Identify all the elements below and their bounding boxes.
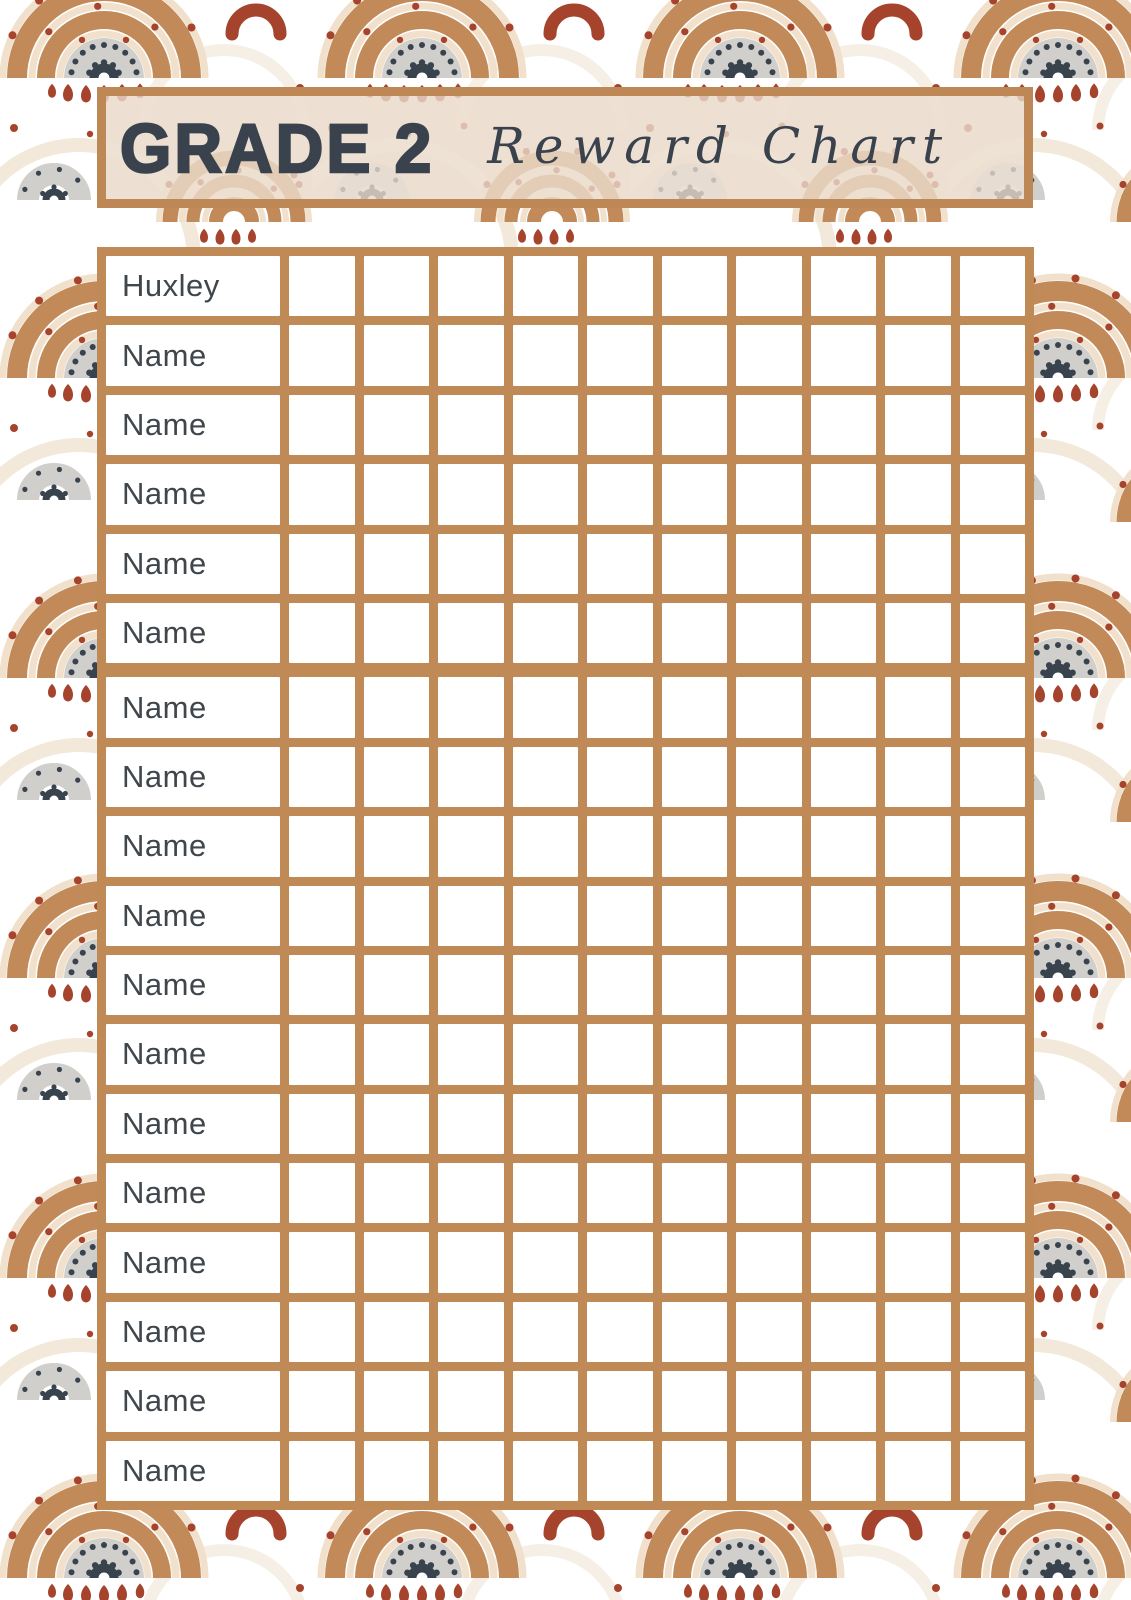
student-name-cell[interactable]: Name bbox=[106, 1024, 280, 1084]
reward-cell[interactable] bbox=[513, 747, 579, 807]
reward-cell[interactable] bbox=[364, 1302, 430, 1362]
reward-cell[interactable] bbox=[736, 325, 802, 385]
reward-cell[interactable] bbox=[513, 395, 579, 455]
reward-cell[interactable] bbox=[513, 256, 579, 316]
reward-cell[interactable] bbox=[289, 325, 355, 385]
reward-cell[interactable] bbox=[662, 603, 728, 663]
reward-cell[interactable] bbox=[662, 395, 728, 455]
reward-cell[interactable] bbox=[960, 256, 1026, 316]
reward-cell[interactable] bbox=[587, 1163, 653, 1223]
reward-cell[interactable] bbox=[885, 1094, 951, 1154]
reward-cell[interactable] bbox=[662, 1302, 728, 1362]
reward-cell[interactable] bbox=[587, 464, 653, 524]
reward-cell[interactable] bbox=[364, 325, 430, 385]
reward-cell[interactable] bbox=[438, 1371, 504, 1431]
reward-cell[interactable] bbox=[438, 1094, 504, 1154]
student-name-cell[interactable]: Name bbox=[106, 603, 280, 663]
reward-cell[interactable] bbox=[289, 1094, 355, 1154]
reward-cell[interactable] bbox=[662, 534, 728, 594]
reward-cell[interactable] bbox=[289, 1371, 355, 1431]
reward-cell[interactable] bbox=[513, 677, 579, 737]
reward-cell[interactable] bbox=[513, 886, 579, 946]
title-banner bbox=[97, 87, 1033, 208]
reward-cell[interactable] bbox=[885, 1024, 951, 1084]
reward-cell[interactable] bbox=[513, 1094, 579, 1154]
reward-cell[interactable] bbox=[364, 256, 430, 316]
reward-cell[interactable] bbox=[513, 816, 579, 876]
reward-cell[interactable] bbox=[885, 395, 951, 455]
reward-cell[interactable] bbox=[662, 677, 728, 737]
reward-cell[interactable] bbox=[885, 603, 951, 663]
reward-cell[interactable] bbox=[289, 1232, 355, 1292]
reward-cell[interactable] bbox=[289, 816, 355, 876]
reward-cell[interactable] bbox=[438, 886, 504, 946]
reward-cell[interactable] bbox=[364, 955, 430, 1015]
student-name-cell[interactable]: Name bbox=[106, 1163, 280, 1223]
reward-cell[interactable] bbox=[662, 1163, 728, 1223]
reward-cell[interactable] bbox=[811, 1094, 877, 1154]
student-name-cell[interactable]: Name bbox=[106, 747, 280, 807]
reward-cell[interactable] bbox=[438, 677, 504, 737]
reward-cell[interactable] bbox=[811, 747, 877, 807]
reward-cell[interactable] bbox=[438, 325, 504, 385]
reward-cell[interactable] bbox=[736, 886, 802, 946]
reward-cell[interactable] bbox=[364, 677, 430, 737]
reward-cell[interactable] bbox=[513, 534, 579, 594]
reward-cell[interactable] bbox=[811, 1163, 877, 1223]
reward-cell[interactable] bbox=[364, 1094, 430, 1154]
reward-cell[interactable] bbox=[811, 1024, 877, 1084]
reward-cell[interactable] bbox=[587, 395, 653, 455]
reward-cell[interactable] bbox=[438, 1024, 504, 1084]
reward-cell[interactable] bbox=[587, 816, 653, 876]
reward-cell[interactable] bbox=[736, 747, 802, 807]
reward-cell[interactable] bbox=[885, 1371, 951, 1431]
reward-cell[interactable] bbox=[811, 1232, 877, 1292]
reward-cell[interactable] bbox=[662, 1371, 728, 1431]
reward-cell[interactable] bbox=[885, 256, 951, 316]
reward-cell[interactable] bbox=[662, 256, 728, 316]
reward-cell[interactable] bbox=[289, 677, 355, 737]
student-name-cell[interactable]: Name bbox=[106, 395, 280, 455]
reward-cell[interactable] bbox=[289, 955, 355, 1015]
reward-cell[interactable] bbox=[364, 464, 430, 524]
reward-cell[interactable] bbox=[513, 1441, 579, 1501]
reward-cell[interactable] bbox=[364, 1163, 430, 1223]
reward-cell[interactable] bbox=[885, 534, 951, 594]
reward-cell[interactable] bbox=[438, 747, 504, 807]
student-name-cell[interactable]: Name bbox=[106, 1094, 280, 1154]
reward-cell[interactable] bbox=[811, 603, 877, 663]
reward-cell[interactable] bbox=[960, 1163, 1026, 1223]
reward-cell[interactable] bbox=[289, 886, 355, 946]
student-name-cell[interactable]: Name bbox=[106, 1371, 280, 1431]
reward-cell[interactable] bbox=[662, 1094, 728, 1154]
reward-cell[interactable] bbox=[811, 1302, 877, 1362]
student-name-cell[interactable]: Name bbox=[106, 1302, 280, 1362]
grid-section bbox=[106, 256, 1025, 663]
student-name-cell[interactable]: Name bbox=[106, 955, 280, 1015]
reward-cell[interactable] bbox=[513, 1024, 579, 1084]
reward-cell[interactable] bbox=[811, 325, 877, 385]
reward-cell[interactable] bbox=[289, 747, 355, 807]
reward-cell[interactable] bbox=[736, 395, 802, 455]
reward-cell[interactable] bbox=[811, 464, 877, 524]
reward-cell[interactable] bbox=[587, 256, 653, 316]
reward-cell[interactable] bbox=[811, 1371, 877, 1431]
reward-cell[interactable] bbox=[736, 1163, 802, 1223]
reward-cell[interactable] bbox=[662, 816, 728, 876]
reward-cell[interactable] bbox=[438, 1232, 504, 1292]
reward-cell[interactable] bbox=[885, 1441, 951, 1501]
reward-cell[interactable] bbox=[960, 1232, 1026, 1292]
reward-cell[interactable] bbox=[438, 603, 504, 663]
reward-cell[interactable] bbox=[960, 1302, 1026, 1362]
reward-cell[interactable] bbox=[364, 886, 430, 946]
reward-cell[interactable] bbox=[513, 1163, 579, 1223]
reward-cell[interactable] bbox=[885, 1232, 951, 1292]
student-name-cell[interactable]: Huxley bbox=[106, 256, 280, 316]
reward-cell[interactable] bbox=[960, 955, 1026, 1015]
reward-cell[interactable] bbox=[587, 886, 653, 946]
reward-cell[interactable] bbox=[960, 1024, 1026, 1084]
reward-cell[interactable] bbox=[960, 325, 1026, 385]
reward-cell[interactable] bbox=[587, 1094, 653, 1154]
reward-cell[interactable] bbox=[587, 1024, 653, 1084]
student-name-cell[interactable]: Name bbox=[106, 677, 280, 737]
reward-cell[interactable] bbox=[364, 1371, 430, 1431]
reward-cell[interactable] bbox=[960, 816, 1026, 876]
grid-section bbox=[106, 677, 1025, 1501]
reward-cell[interactable] bbox=[364, 1232, 430, 1292]
reward-cell[interactable] bbox=[662, 464, 728, 524]
reward-cell[interactable] bbox=[364, 1441, 430, 1501]
reward-cell[interactable] bbox=[513, 1371, 579, 1431]
reward-grid bbox=[97, 247, 1034, 1510]
reward-cell[interactable] bbox=[438, 464, 504, 524]
reward-cell[interactable] bbox=[513, 603, 579, 663]
reward-cell[interactable] bbox=[513, 955, 579, 1015]
reward-cell[interactable] bbox=[885, 816, 951, 876]
student-name-cell[interactable]: Name bbox=[106, 886, 280, 946]
reward-cell[interactable] bbox=[736, 1371, 802, 1431]
reward-cell[interactable] bbox=[662, 1024, 728, 1084]
reward-cell[interactable] bbox=[662, 747, 728, 807]
reward-cell[interactable] bbox=[587, 603, 653, 663]
reward-cell[interactable] bbox=[811, 1441, 877, 1501]
reward-cell[interactable] bbox=[289, 1024, 355, 1084]
reward-cell[interactable] bbox=[662, 1232, 728, 1292]
reward-cell[interactable] bbox=[364, 747, 430, 807]
reward-cell[interactable] bbox=[736, 603, 802, 663]
reward-cell[interactable] bbox=[960, 677, 1026, 737]
reward-cell[interactable] bbox=[289, 464, 355, 524]
reward-cell[interactable] bbox=[811, 534, 877, 594]
reward-cell[interactable] bbox=[885, 1163, 951, 1223]
reward-cell[interactable] bbox=[289, 395, 355, 455]
reward-cell[interactable] bbox=[960, 395, 1026, 455]
reward-cell[interactable] bbox=[811, 395, 877, 455]
reward-cell[interactable] bbox=[438, 955, 504, 1015]
page-subtitle: Reward Chart bbox=[487, 116, 952, 175]
reward-cell[interactable] bbox=[587, 955, 653, 1015]
reward-cell[interactable] bbox=[587, 1232, 653, 1292]
reward-cell[interactable] bbox=[736, 955, 802, 1015]
reward-cell[interactable] bbox=[438, 395, 504, 455]
reward-cell[interactable] bbox=[736, 816, 802, 876]
reward-cell[interactable] bbox=[885, 464, 951, 524]
reward-cell[interactable] bbox=[438, 816, 504, 876]
reward-cell[interactable] bbox=[289, 1441, 355, 1501]
reward-cell[interactable] bbox=[662, 886, 728, 946]
student-name-cell[interactable]: Name bbox=[106, 816, 280, 876]
reward-cell[interactable] bbox=[289, 1302, 355, 1362]
page-title: GRADE 2 bbox=[120, 109, 435, 186]
reward-cell[interactable] bbox=[364, 1024, 430, 1084]
reward-cell[interactable] bbox=[736, 1441, 802, 1501]
reward-cell[interactable] bbox=[438, 534, 504, 594]
student-name-cell[interactable]: Name bbox=[106, 464, 280, 524]
reward-cell[interactable] bbox=[960, 886, 1026, 946]
reward-cell[interactable] bbox=[513, 325, 579, 385]
reward-cell[interactable] bbox=[736, 464, 802, 524]
reward-cell[interactable] bbox=[587, 1302, 653, 1362]
reward-cell[interactable] bbox=[811, 256, 877, 316]
reward-cell[interactable] bbox=[587, 1371, 653, 1431]
reward-cell[interactable] bbox=[289, 1163, 355, 1223]
reward-cell[interactable] bbox=[811, 886, 877, 946]
reward-cell[interactable] bbox=[662, 325, 728, 385]
reward-cell[interactable] bbox=[587, 534, 653, 594]
reward-cell[interactable] bbox=[736, 1232, 802, 1292]
reward-cell[interactable] bbox=[438, 256, 504, 316]
reward-cell[interactable] bbox=[513, 464, 579, 524]
reward-cell[interactable] bbox=[811, 677, 877, 737]
reward-cell[interactable] bbox=[513, 1232, 579, 1292]
reward-cell[interactable] bbox=[289, 603, 355, 663]
reward-cell[interactable] bbox=[960, 1441, 1026, 1501]
student-name-cell[interactable]: Name bbox=[106, 1441, 280, 1501]
reward-cell[interactable] bbox=[736, 256, 802, 316]
reward-cell[interactable] bbox=[885, 325, 951, 385]
reward-cell[interactable] bbox=[364, 395, 430, 455]
reward-cell[interactable] bbox=[736, 1094, 802, 1154]
reward-cell[interactable] bbox=[885, 747, 951, 807]
reward-cell[interactable] bbox=[811, 816, 877, 876]
reward-cell[interactable] bbox=[960, 747, 1026, 807]
reward-cell[interactable] bbox=[289, 534, 355, 594]
reward-cell[interactable] bbox=[438, 1302, 504, 1362]
reward-cell[interactable] bbox=[438, 1163, 504, 1223]
reward-cell[interactable] bbox=[587, 677, 653, 737]
reward-cell[interactable] bbox=[587, 747, 653, 807]
reward-cell[interactable] bbox=[364, 534, 430, 594]
reward-cell[interactable] bbox=[736, 534, 802, 594]
reward-cell[interactable] bbox=[960, 603, 1026, 663]
reward-cell[interactable] bbox=[587, 325, 653, 385]
reward-cell[interactable] bbox=[289, 256, 355, 316]
reward-cell[interactable] bbox=[885, 677, 951, 737]
reward-cell[interactable] bbox=[885, 955, 951, 1015]
reward-cell[interactable] bbox=[811, 955, 877, 1015]
reward-cell[interactable] bbox=[364, 816, 430, 876]
reward-cell[interactable] bbox=[587, 1441, 653, 1501]
reward-cell[interactable] bbox=[885, 886, 951, 946]
reward-cell[interactable] bbox=[438, 1441, 504, 1501]
reward-cell[interactable] bbox=[662, 1441, 728, 1501]
reward-cell[interactable] bbox=[364, 603, 430, 663]
reward-cell[interactable] bbox=[885, 1302, 951, 1362]
reward-cell[interactable] bbox=[736, 1024, 802, 1084]
reward-cell[interactable] bbox=[662, 955, 728, 1015]
student-name-cell[interactable]: Name bbox=[106, 1232, 280, 1292]
reward-cell[interactable] bbox=[960, 1094, 1026, 1154]
reward-cell[interactable] bbox=[513, 1302, 579, 1362]
reward-cell[interactable] bbox=[960, 1371, 1026, 1431]
reward-cell[interactable] bbox=[736, 1302, 802, 1362]
reward-cell[interactable] bbox=[960, 534, 1026, 594]
student-name-cell[interactable]: Name bbox=[106, 325, 280, 385]
reward-cell[interactable] bbox=[736, 677, 802, 737]
reward-cell[interactable] bbox=[960, 464, 1026, 524]
student-name-cell[interactable]: Name bbox=[106, 534, 280, 594]
